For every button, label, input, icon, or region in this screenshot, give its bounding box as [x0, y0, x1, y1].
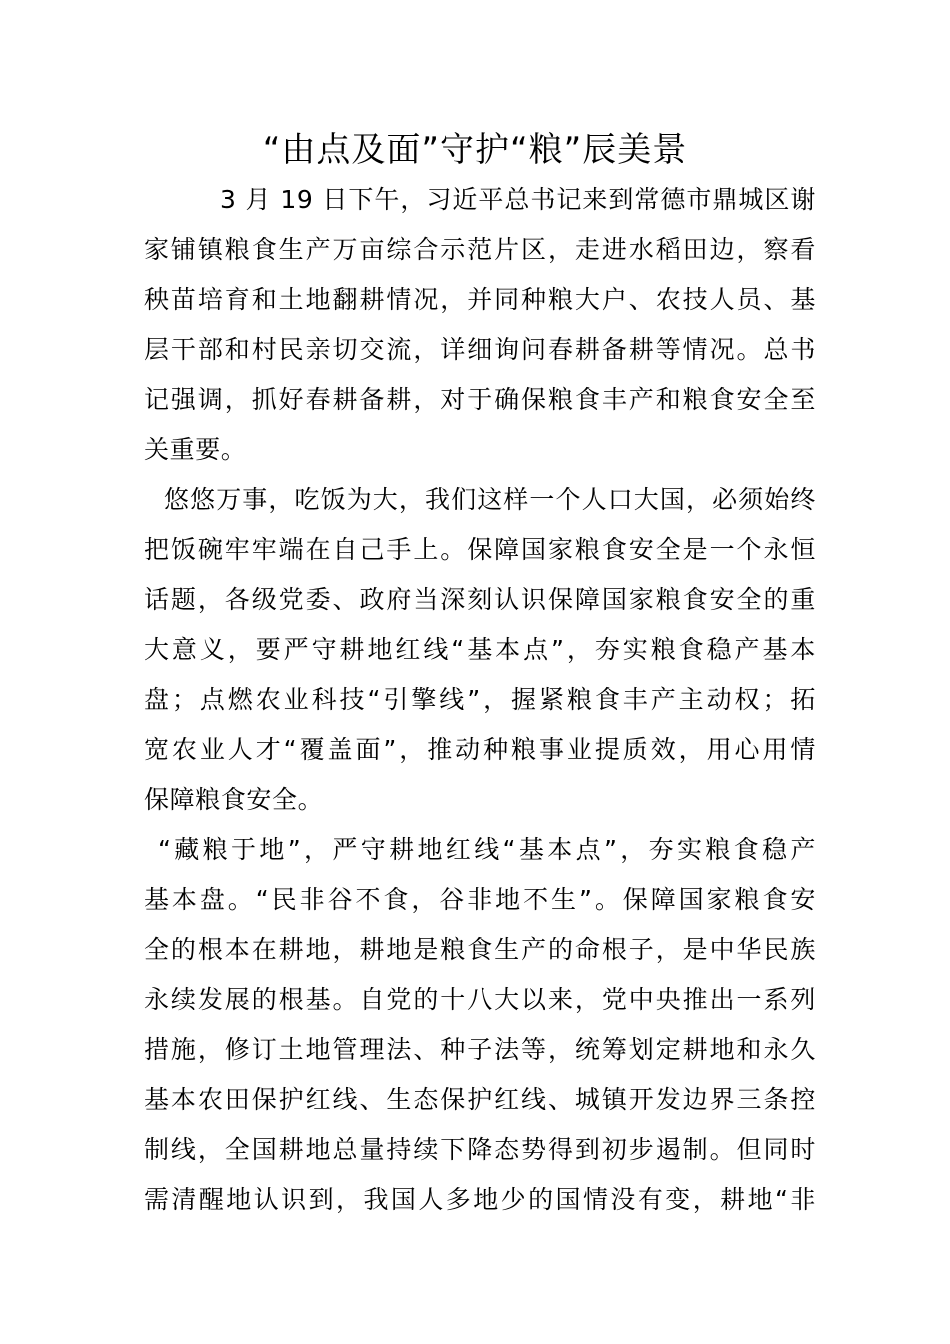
paragraph-line: 3 月 19 日下午，习近平总书记来到常德市鼎城区谢 [220, 185, 816, 214]
paragraph-line: 宽农业人才“覆盖面”，推动种粮事业提质效，用心用情 [144, 735, 816, 764]
document-body [144, 175, 816, 1225]
paragraph-line: “藏粮于地”，严守耕地红线“基本点”，夯实粮食稳产 [158, 835, 816, 864]
paragraph-line: 话题，各级党委、政府当深刻认识保障国家粮食安全的重 [144, 585, 816, 614]
paragraph-line: 需清醒地认识到，我国人多地少的国情没有变，耕地“非 [144, 1185, 816, 1214]
paragraph-line: 悠悠万事，吃饭为大，我们这样一个人口大国，必须始终 [164, 485, 816, 514]
paragraph-line: 盘；点燃农业科技“引擎线”，握紧粮食丰产主动权；拓 [144, 685, 816, 714]
paragraph-3 [144, 825, 816, 1225]
paragraph-line: 永续发展的根基。自党的十八大以来，党中央推出一系列 [144, 985, 816, 1014]
paragraph-line: 把饭碗牢牢端在自己手上。保障国家粮食安全是一个永恒 [144, 535, 816, 564]
paragraph-1 [144, 175, 816, 475]
paragraph-line: 措施，修订土地管理法、种子法等，统筹划定耕地和永久 [144, 1035, 816, 1064]
paragraph-line: 家铺镇粮食生产万亩综合示范片区，走进水稻田边，察看 [144, 235, 816, 264]
paragraph-line: 层干部和村民亲切交流，详细询问春耕备耕等情况。总书 [144, 335, 816, 364]
document-title: “由点及面”守护“粮”辰美景 [262, 130, 688, 170]
paragraph-line: 秧苗培育和土地翻耕情况，并同种粮大户、农技人员、基 [144, 285, 816, 314]
paragraph-line: 全的根本在耕地，耕地是粮食生产的命根子，是中华民族 [144, 935, 816, 964]
paragraph-line: 大意义，要严守耕地红线“基本点”，夯实粮食稳产基本 [144, 635, 816, 664]
paragraph-2 [144, 475, 816, 825]
paragraph-line: 记强调，抓好春耕备耕，对于确保粮食丰产和粮食安全至 [144, 385, 816, 414]
paragraph-line: 制线，全国耕地总量持续下降态势得到初步遏制。但同时 [144, 1135, 816, 1164]
paragraph-line: 基本农田保护红线、生态保护红线、城镇开发边界三条控 [144, 1085, 816, 1114]
paragraph-line: 基本盘。“民非谷不食，谷非地不生”。保障国家粮食安 [144, 885, 816, 914]
paragraph-line: 保障粮食安全。 [144, 785, 324, 814]
paragraph-line: 关重要。 [144, 435, 247, 464]
